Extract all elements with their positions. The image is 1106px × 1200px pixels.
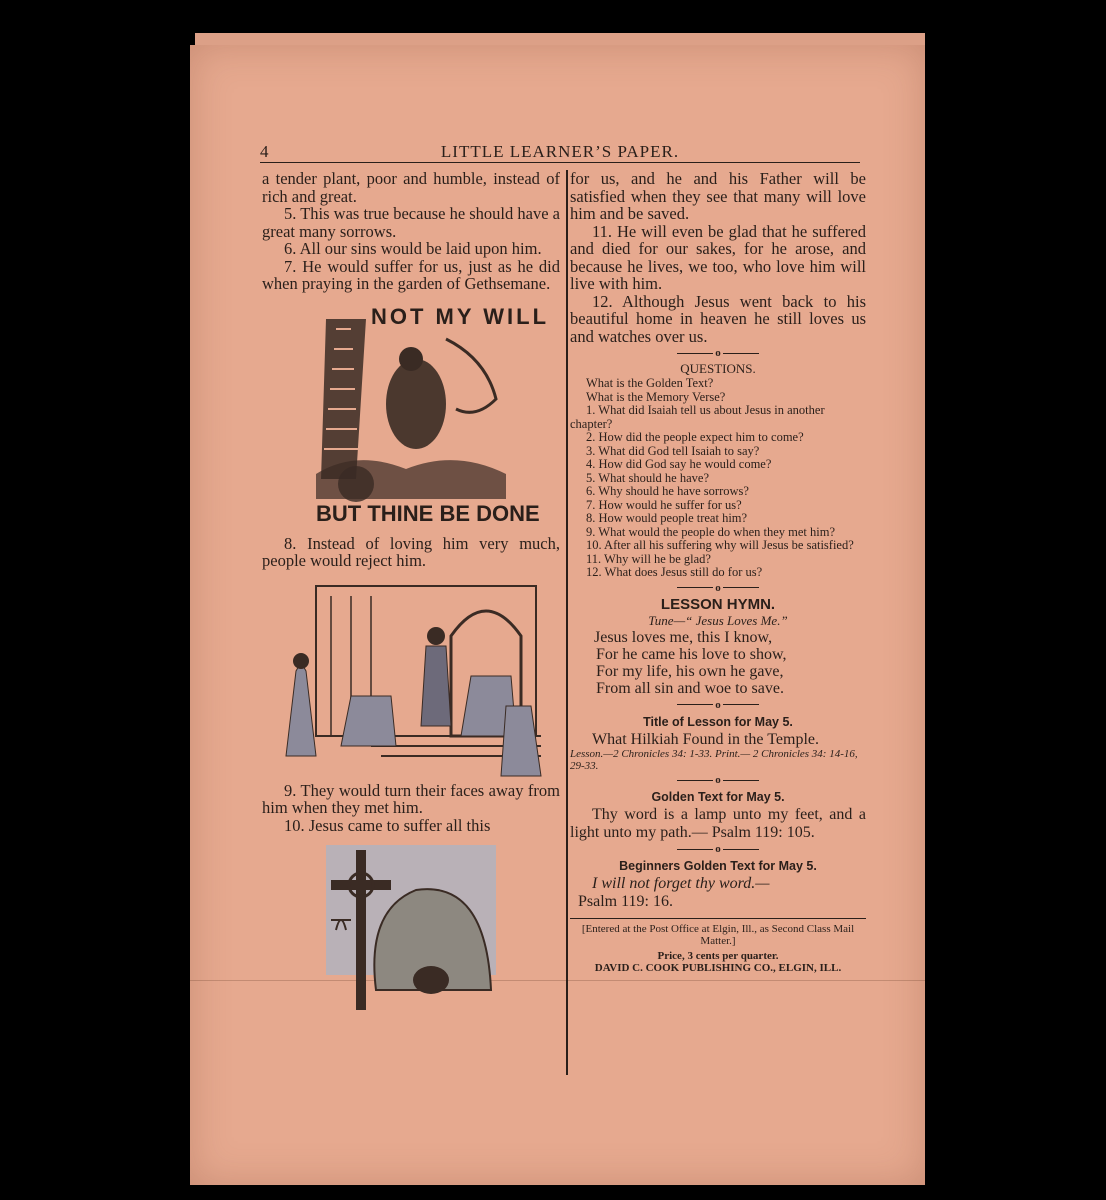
- hymn-line: From all sin and woe to save.: [596, 679, 784, 697]
- beginners-golden-text-heading: Beginners Golden Text for May 5.: [619, 859, 817, 873]
- separator: o: [570, 582, 866, 594]
- question-item: 6. Why should he have sorrows?: [586, 484, 749, 498]
- question-item: 2. How did the people expect him to come?: [586, 430, 804, 444]
- right-column: [570, 170, 866, 974]
- paragraph-5: 5. This was true because he should have a great many sorrows.: [262, 204, 560, 241]
- question-item: 5. What should he have?: [586, 470, 709, 485]
- separator: o: [570, 774, 866, 786]
- page-header: [260, 140, 860, 163]
- question-item: 8. How would people treat him?: [586, 511, 748, 525]
- gethsemane-illustration: [296, 299, 550, 529]
- paragraph-7: 7. He would suffer for us, just as he did when praying in the garden of Gethsemane.: [262, 256, 560, 293]
- paragraph-9: 9. They would turn their faces away from him when they met him.: [262, 780, 560, 817]
- question-item: What is the Memory Verse?: [586, 389, 726, 404]
- separator: o: [570, 699, 866, 711]
- question-item: 3. What did God tell Isaiah to say?: [586, 443, 760, 458]
- question-item: 10. After all his suffering why will Jesus be satisfied?: [586, 538, 854, 552]
- hymn-verse: [570, 629, 866, 697]
- beginners-golden-ref: Psalm 119: 16.: [578, 892, 673, 910]
- paragraph-6: 6. All our sins would be laid upon him.: [284, 239, 542, 258]
- separator: o: [570, 347, 866, 359]
- separator: o: [570, 843, 866, 855]
- hymn-heading: LESSON HYMN.: [660, 595, 776, 613]
- paragraph-11: 11. He will even be glad that he suffered and died for our sakes, for he arose, and because he lives, we too, who love him will live with him.: [570, 221, 866, 293]
- paragraph-12: 12. Although Jesus went back to his beautiful home in heaven he still loves us and watches over us.: [570, 291, 866, 346]
- golden-text-heading: Golden Text for May 5.: [651, 790, 785, 804]
- question-item: What is the Golden Text?: [586, 376, 714, 390]
- rejection-illustration: [271, 576, 551, 776]
- hymn-line: For my life, his own he gave,: [596, 662, 784, 680]
- paragraph-8: 8. Instead of loving him very much, people would reject him.: [262, 533, 560, 570]
- left-column: [262, 170, 560, 1016]
- page-number: 4: [260, 142, 269, 161]
- footer-price: Price, 3 cents per quarter.: [657, 950, 779, 962]
- paragraph-10: 10. Jesus came to suffer all this: [284, 815, 491, 835]
- hymn-line: For he came his love to show,: [596, 645, 787, 663]
- footer-publisher: DAVID C. COOK PUBLISHING CO., ELGIN, ILL.: [594, 962, 842, 974]
- cross-tomb-illustration: [316, 840, 506, 1010]
- question-item: 7. How would he suffer for us?: [586, 497, 742, 512]
- column-divider: [566, 170, 568, 1075]
- question-item: 12. What does Jesus still do for us?: [586, 565, 763, 579]
- illustration-caption-bottom: BUT THINE BE DONE: [316, 500, 540, 526]
- paragraph-10-continued: for us, and he and his Father will be satisfied when they see that many will love him and be saved.: [570, 169, 866, 223]
- lesson-title-text: What Hilkiah Found in the Temple.: [592, 730, 819, 748]
- lesson-reference: Lesson.—2 Chronicles 34: 1-33. Print.— 2 Chronicles 34: 14-16, 29-33.: [570, 748, 858, 772]
- question-item: 1. What did Isaiah tell us about Jesus in another chapter?: [570, 403, 825, 431]
- footer-entered: [Entered at the Post Office at Elgin, Ill., as Second Class Mail Matter.]: [581, 923, 855, 947]
- question-item: 9. What would the people do when they met him?: [586, 524, 836, 539]
- questions-list: [570, 377, 866, 580]
- paper-title: LITTLE LEARNER’S PAPER.: [440, 142, 680, 161]
- illustration-caption-top: NOT MY WILL: [371, 303, 550, 329]
- lesson-title-heading: Title of Lesson for May 5.: [643, 714, 793, 729]
- questions-heading: QUESTIONS.: [680, 361, 756, 376]
- footer: [570, 918, 866, 974]
- hymn-tune: Tune—“ Jesus Loves Me.”: [648, 612, 788, 628]
- paragraph-4-end: a tender plant, poor and humble, instead of rich and great.: [262, 169, 560, 206]
- question-item: 11. Why will he be glad?: [586, 551, 711, 566]
- question-item: 4. How did God say he would come?: [586, 457, 772, 471]
- golden-text: Thy word is a lamp unto my feet, and a light unto my path.— Psalm 119: 105.: [570, 806, 866, 841]
- hymn-line: Jesus loves me, this I know,: [594, 628, 773, 646]
- beginners-golden-text: I will not forget thy word.—: [592, 875, 770, 892]
